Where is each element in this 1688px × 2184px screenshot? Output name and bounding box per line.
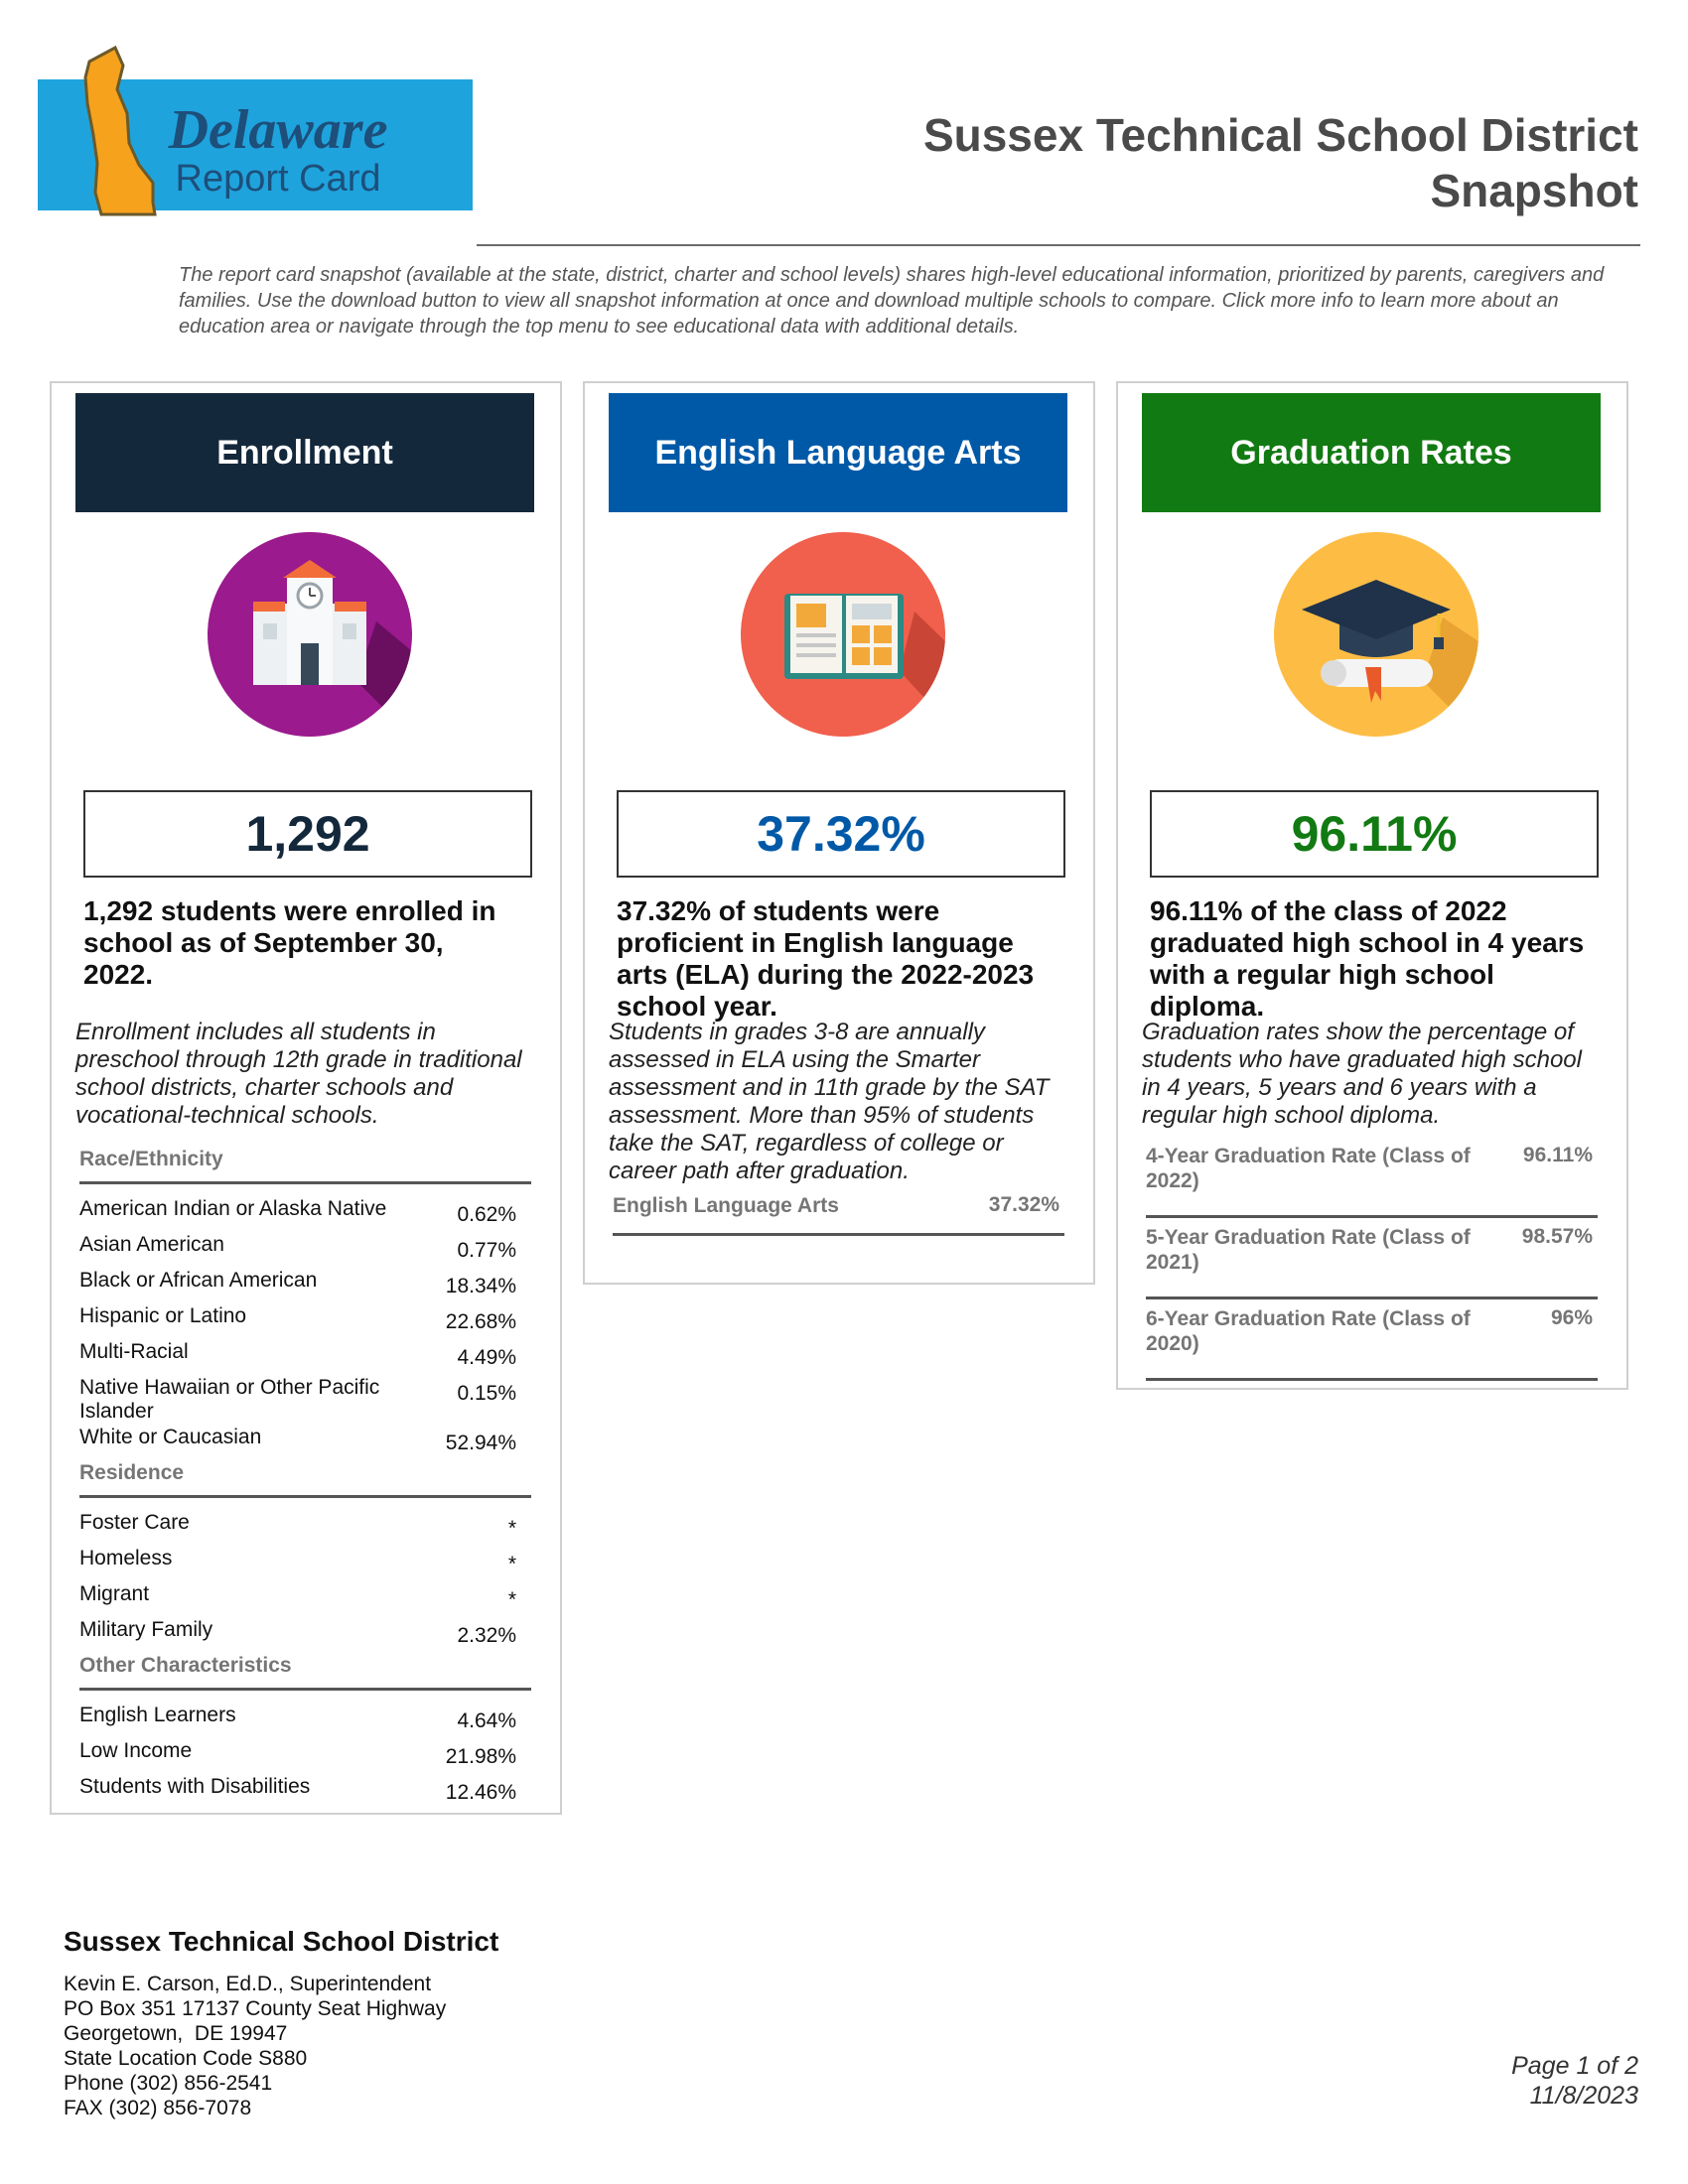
title-line-2: Snapshot [1430,165,1638,216]
address-line-1: PO Box 351 17137 County Seat Highway [64,1997,447,2020]
enrollment-description: 1,292 students were enrolled in school as of September 30, 2022. [83,895,496,990]
fax: FAX (302) 856-7078 [64,2097,252,2119]
graduation-row-5-year: 5-Year Graduation Rate (Class of 2021) 98.57% [1146,1225,1598,1299]
phone: Phone (302) 856-2541 [64,2072,273,2095]
header-divider [477,244,1640,246]
print-date: 11/8/2023 [1529,2082,1638,2110]
ela-row-label: English Language Arts [613,1194,839,1217]
enrollment-header: Enrollment [75,393,534,512]
ela-note: Students in grades 3-8 are annually assessed in ELA using the Smarter assessment and in 11th grade by the SAT assessment. More than 95% of students take the SAT, regardless of college or career path after graduation. [609,1019,1050,1184]
graduation-description: 96.11% of the class of 2022 graduated high school in 4 years with a regular high school diploma. [1150,895,1585,1022]
logo-subtitle: Report Card [175,158,381,200]
graduation-cap-icon [1274,532,1478,737]
graduation-row-4-year: 4-Year Graduation Rate (Class of 2022) 96.11% [1146,1144,1598,1218]
superintendent: Kevin E. Carson, Ed.D., Superintendent [64,1973,432,1995]
page-info [1511,2051,1638,2111]
footer-contact [64,1972,446,2120]
enrollment-note: Enrollment includes all students in preschool through 12th grade in traditional school districts, charter schools and vocational-technical schools. [75,1019,522,1129]
ela-row-value: 37.32% [988,1193,1059,1216]
ela-row [613,1193,1064,1236]
ela-header: English Language Arts [609,393,1067,512]
graduation-note: Graduation rates show the percentage of students who have graduated high school in 4 years, 5 years and 6 years with a regular high school diploma. [1142,1019,1582,1129]
delaware-report-card-logo [38,44,475,242]
intro-text: The report card snapshot (available at the state, district, charter and school levels) shares high-level educational information, prioritized by parents, caregivers and families. Use the download button to view all snapshot information at once and download multiple schools to compare. Click more info to learn more about an education area or navigate through the top menu to see educational data with additional details. [179,264,1605,338]
logo-title: Delaware [168,99,388,161]
page-number: Page 1 of 2 [1511,2052,1638,2080]
ela-description: 37.32% of students were proficient in English language arts (ELA) during the 2022-2023 school year. [617,895,1035,1022]
page-title [645,107,1638,218]
race-ethnicity-heading: Race/Ethnicity [79,1148,531,1184]
other-characteristics-heading: Other Characteristics [79,1654,531,1691]
open-book-icon [741,532,945,737]
graduation-row-6-year: 6-Year Graduation Rate (Class of 2020) 96% [1146,1306,1598,1381]
residence-heading: Residence [79,1461,531,1498]
enrollment-total: 1,292 [83,790,532,878]
footer-district-name: Sussex Technical School District [64,1926,499,1957]
address-line-2: Georgetown, DE 19947 [64,2022,288,2045]
school-building-icon [208,532,412,737]
graduation-card [1116,381,1628,1390]
graduation-header: Graduation Rates [1142,393,1601,512]
title-line-1: Sussex Technical School District [922,109,1638,161]
ela-card [583,381,1095,1285]
enrollment-card: Enrollment 1,292 1,292 students were enrolled in school as of September 30, 2022. Enrollment includes all students in preschool through 12th grade in traditional school districts, charter schools and vocational-technical schools. Race/Ethnicity American Indian or Alaska Native 0.62% Asian American 0.77% Black or African American 18.34% Hispanic or Latino 22.68% Multi-Racial 4.49% Native Hawaiian or Other Pacific Islander 0.15% White or Caucasian 52.94% Residence Foster Care * Homeless * Migrant * Military Family 2.32% Other Characteristics English Learners 4.64% Low Income 21.98% Students with Disabilities 12.46% [50,381,562,1815]
ela-proficiency: 37.32% [617,790,1065,878]
graduation-rate: 96.11% [1150,790,1599,878]
location-code: State Location Code S880 [64,2047,308,2070]
